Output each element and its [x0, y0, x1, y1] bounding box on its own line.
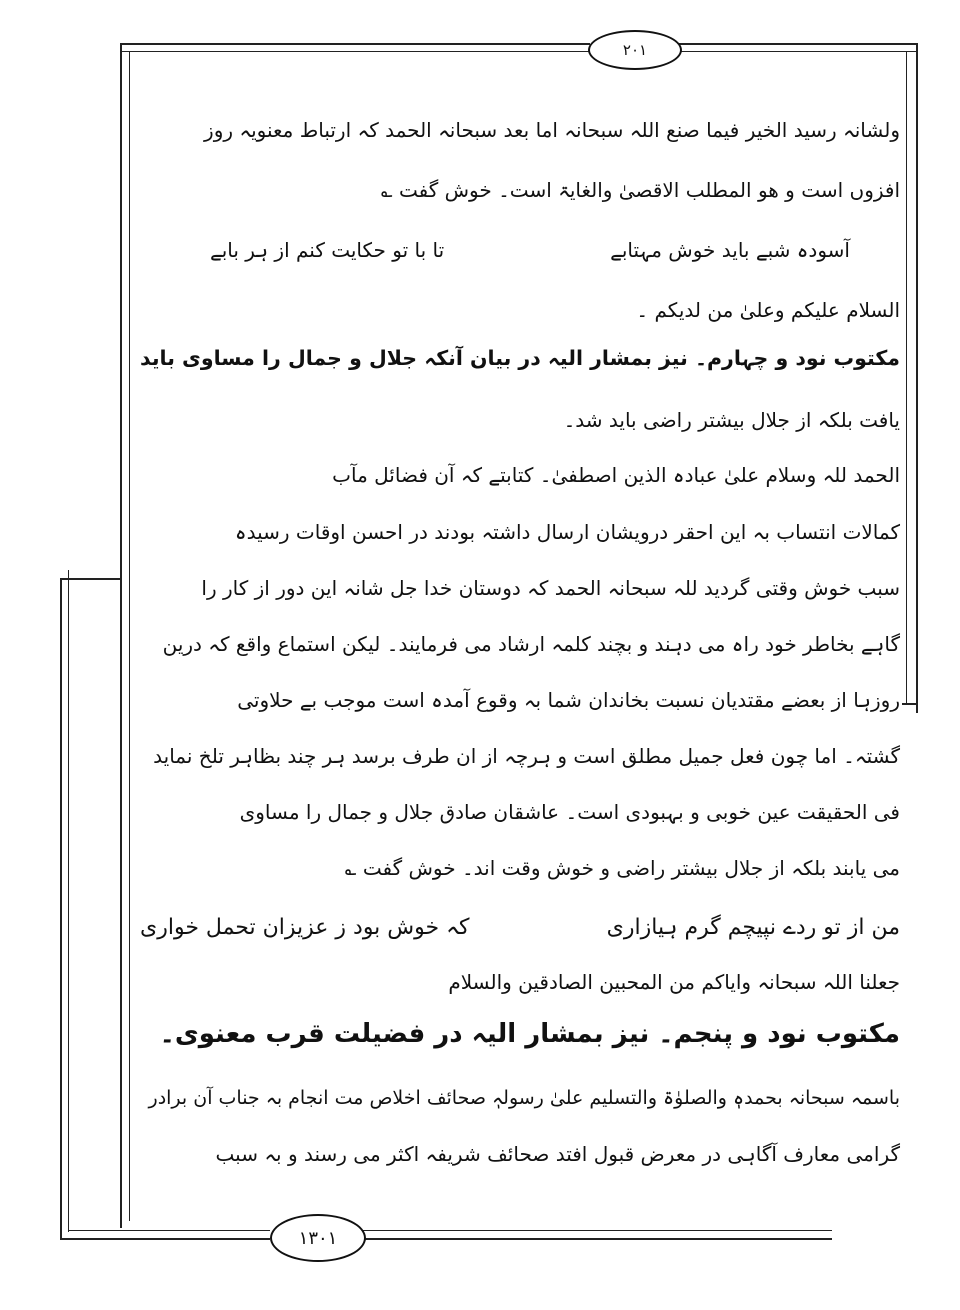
frame-bottom-line-right-inner	[362, 1230, 832, 1231]
frame-bottom-line-left-inner	[68, 1230, 270, 1231]
frame-bottom-line-left	[60, 1238, 270, 1240]
frame-left-outer-line	[60, 580, 62, 1240]
top-page-number: ۲۰۱	[588, 30, 682, 70]
letter-heading-94: مکتوب نود و چہارم۔ نیز بمشار الیہ در بیان آنکہ جلال و جمال را مساوی باید	[139, 346, 900, 370]
verse-2-left-hemistich: کہ خوش بود ز عزیزان تحمل خواری	[140, 915, 470, 940]
letter-heading-95: مکتوب نود و پنجم۔ نیز بمشار الیہ در فضیلت قرب معنوی۔	[159, 1019, 900, 1049]
verse-1	[140, 230, 900, 270]
frame-left-line	[120, 43, 122, 1228]
text-line-12: می یابند بلکہ از جلال بیشتر راضی و خوش وقت اند۔ خوش گفت ؎	[344, 856, 900, 880]
frame-left-outer-line-inner	[68, 570, 69, 1232]
frame-top-line	[120, 43, 590, 45]
verse-1-left-hemistich: تا با تو حکایت کنم از ہر بابے	[210, 238, 445, 262]
text-line-8: گاہے بخاطر خود راہ می دہند و بچند کلمہ ارشاد می فرمایند۔ لیکن استماع واقع کہ درین	[162, 632, 900, 656]
frame-top-line-right	[678, 43, 918, 45]
verse-1-right-hemistich: آسودہ شبے باید خوش مہتابے	[610, 238, 850, 262]
text-line-2: افزوں است و ھو المطلب الاقصیٰ والغایۃ است۔ خوش گفت ؎	[380, 178, 900, 202]
page-body	[140, 100, 900, 1200]
text-line-9: روزہا از بعضے مقتدیان نسبت بخاندان شما بہ وقوع آمدہ است موجب بے حلاوتی	[237, 688, 900, 712]
frame-left-line-inner	[129, 51, 130, 1221]
text-line-5: الحمد للہ وسلام علیٰ عبادہ الذین اصطفیٰ۔ کتابتے کہ آن فضائل مآب	[332, 463, 900, 487]
text-line-13: جعلنا اللہ سبحانہ وایاکم من المحبین الصادقین والسلام	[448, 970, 900, 994]
text-line-3: السلام علیکم وعلیٰ من لدیکم ۔	[636, 298, 900, 322]
frame-bottom-line-right	[362, 1238, 832, 1240]
verse-2-right-hemistich: من از تو ردے نپیچم گرم ہیازاری	[606, 915, 900, 940]
frame-top-line-inner	[120, 51, 590, 52]
frame-top-line-right-inner	[678, 51, 918, 52]
text-line-4: یافت بلکہ از جلال بیشتر راضی باید شد۔	[563, 408, 900, 432]
frame-right-end	[902, 703, 918, 705]
text-line-6: کمالات انتساب بہ این احقر درویشان ارسال داشتہ بودند در احسن اوقات رسیدہ	[234, 520, 900, 544]
text-line-1: ولشانہ رسید الخیر فیما صنع اللہ سبحانہ اما بعد سبحانہ الحمد کہ ارتباط معنویہ روز	[204, 118, 900, 142]
text-line-10: گشتہ۔ اما چون فعل جمیل مطلق است و ہرچہ از ان طرف برسد ہر چند بظاہر تلخ نماید	[153, 744, 900, 768]
text-line-15: گرامی معارف آگاہی در معرض قبول افتد صحائف شریفہ اکثر می رسند و بہ سبب	[215, 1142, 900, 1166]
frame-right-line	[916, 43, 918, 713]
frame-left-step	[60, 578, 122, 580]
text-line-14: باسمہ سبحانہ بحمدہٖ والصلوٰۃ والتسلیم علیٰ رسولہٖ صحائف اخلاص مت انجام بہ جناب آن برادر	[148, 1087, 900, 1109]
frame-right-line-inner	[906, 51, 907, 703]
text-line-7: سبب خوش وقتی گردید للہ سبحانہ الحمد کہ دوستان خدا جل شانہ این دور از کار را	[201, 576, 900, 600]
text-line-11: فی الحقیقت عین خوبی و بہبودی است۔ عاشقان صادق جلال و جمال را مساوی	[239, 800, 900, 824]
verse-2	[140, 908, 900, 948]
bottom-page-number: ۱۳۰۱	[270, 1214, 366, 1262]
